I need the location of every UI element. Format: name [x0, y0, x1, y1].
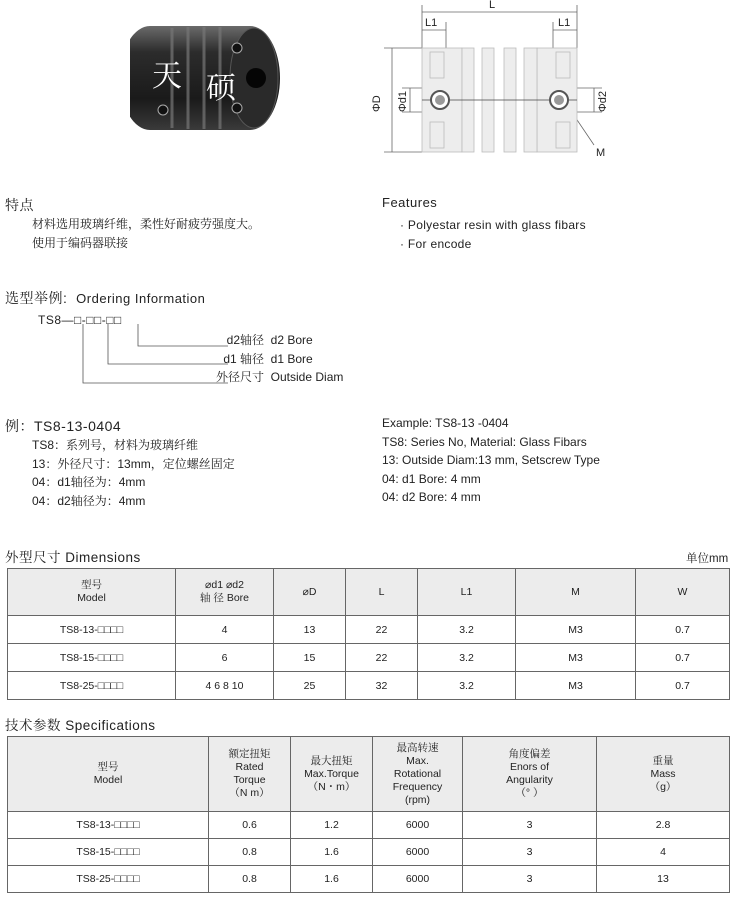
- dim-phid1: Φd1: [397, 90, 409, 112]
- header-line: Max.: [406, 754, 429, 767]
- brand-char-1: 天: [152, 59, 182, 94]
- header-line: Model: [93, 774, 123, 786]
- header-line: Angularity: [506, 774, 553, 786]
- table-row: [8, 839, 730, 866]
- example-en-line: 13: Outside Diam:13 mm, Setscrew Type: [382, 453, 600, 467]
- ordering-item: [214, 350, 343, 369]
- dim-phid2: Φd2: [597, 90, 609, 112]
- ordering-items: [214, 331, 343, 387]
- col-header-bore: [176, 569, 274, 616]
- table-cell: 0.6: [209, 812, 291, 839]
- col-header-L1: L1: [418, 569, 516, 616]
- example-en-list: [382, 414, 600, 507]
- col-header-angularity: [463, 737, 597, 812]
- table-cell: 1.2: [291, 812, 373, 839]
- header-line: 最高转速: [396, 741, 439, 754]
- col-header-D: ⌀D: [274, 569, 346, 616]
- table-cell: 6000: [373, 839, 463, 866]
- table-cell: M3: [516, 644, 636, 672]
- header-line: （N m）: [229, 787, 270, 799]
- table-cell: 1.6: [291, 866, 373, 893]
- table-cell: TS8-13-□□□□: [8, 812, 209, 839]
- dim-phiD: ΦD: [371, 95, 383, 112]
- col-header-max-torque: [291, 737, 373, 812]
- table-cell: 6000: [373, 812, 463, 839]
- example-en-line: Example: TS8-13 -0404: [382, 416, 509, 430]
- col-header-rated-torque: [209, 737, 291, 812]
- table-cell: 0.7: [636, 616, 730, 644]
- table-cell: TS8-25-□□□□: [8, 672, 176, 700]
- table-cell: 6: [176, 644, 274, 672]
- example-cn-list: [32, 436, 235, 510]
- dimensions-unit: 单位mm: [686, 553, 729, 565]
- ordering-title: [5, 288, 205, 308]
- example-cn-line: 13：外径尺寸：13mm，定位螺丝固定: [32, 456, 235, 471]
- ordering-title-en: Ordering Information: [76, 291, 206, 306]
- example-en-line: 04: d1 Bore: 4 mm: [382, 471, 481, 486]
- header-line: （N・m）: [307, 780, 356, 793]
- header-line: 角度偏差: [508, 748, 551, 760]
- dimensions-table: [7, 568, 730, 700]
- table-row: [8, 866, 730, 893]
- table-cell: 4: [597, 839, 730, 866]
- header-line: 型号: [97, 761, 119, 773]
- table-cell: TS8-25-□□□□: [8, 866, 209, 893]
- table-cell: 3: [463, 839, 597, 866]
- dim-L1-right: L1: [558, 17, 571, 29]
- features-cn-title: 特点: [5, 197, 34, 213]
- features-cn-line: 使用于编码器联接: [32, 235, 129, 250]
- ordering-item-text: d2轴径: [226, 333, 264, 347]
- dim-M: M: [596, 147, 606, 159]
- header-line: （° ）: [515, 787, 544, 799]
- features-cn-line: 材料选用玻璃纤维，柔性好耐疲劳强度大。: [32, 217, 261, 231]
- header-line: Rotational: [393, 767, 442, 780]
- header-line: Frequency: [392, 780, 443, 793]
- table-cell: 22: [346, 616, 418, 644]
- dimensions-title: 外型尺寸 Dimensions: [5, 550, 141, 565]
- table-row: [8, 812, 730, 839]
- header-line: Max.Torque: [304, 767, 359, 780]
- brand-char-2: 硕: [206, 71, 236, 106]
- table-cell: 0.7: [636, 672, 730, 700]
- header-line: 最大扭矩: [310, 754, 353, 767]
- product-photo: [130, 18, 292, 138]
- ordering-item-text: 外径尺寸: [215, 370, 264, 384]
- table-cell: 2.8: [597, 812, 730, 839]
- specifications-table: [7, 736, 730, 893]
- table-cell: 0.8: [209, 866, 291, 893]
- table-cell: TS8-13-□□□□: [8, 616, 176, 644]
- table-cell: 3: [463, 812, 597, 839]
- col-header-L: L: [346, 569, 418, 616]
- header-line: Enors of: [509, 761, 550, 773]
- header-line: Mass: [650, 767, 676, 780]
- table-cell: 0.7: [636, 644, 730, 672]
- col-header-max-speed: [373, 737, 463, 812]
- table-cell: 1.6: [291, 839, 373, 866]
- table-cell: 13: [597, 866, 730, 893]
- table-cell: TS8-15-□□□□: [8, 644, 176, 672]
- table-cell: 32: [346, 672, 418, 700]
- header-line: 重量: [652, 754, 674, 767]
- header-line: Rated: [235, 761, 264, 773]
- table-cell: TS8-15-□□□□: [8, 839, 209, 866]
- table-cell: 3.2: [418, 616, 516, 644]
- header-line: Model: [77, 592, 106, 604]
- features-en-title: Features: [382, 195, 438, 210]
- coupling-drawing: [362, 0, 612, 165]
- ordering-code: TS8—□-□□-□□: [38, 313, 122, 327]
- col-header-W: W: [636, 569, 730, 616]
- table-cell: 4 6 8 10: [176, 672, 274, 700]
- features-en-line: · For encode: [400, 236, 472, 251]
- table-cell: 25: [274, 672, 346, 700]
- example-cn-line: 04：d1轴径为：4mm: [32, 475, 146, 489]
- ordering-item: [214, 368, 343, 387]
- col-header-model: [8, 737, 209, 812]
- table-cell: 3.2: [418, 644, 516, 672]
- col-header-model: [8, 569, 176, 616]
- table-header-row: [8, 737, 730, 812]
- table-cell: 3.2: [418, 672, 516, 700]
- dim-L: L: [489, 0, 496, 11]
- table-row: [8, 616, 730, 644]
- example-cn-line: 04：d2轴径为：4mm: [32, 493, 146, 508]
- ordering-item-text: d1 Bore: [270, 351, 313, 366]
- table-row: [8, 644, 730, 672]
- header-line: 型号: [81, 579, 102, 591]
- ordering-item-text: d2 Bore: [270, 333, 313, 347]
- table-cell: 15: [274, 644, 346, 672]
- table-row: [8, 672, 730, 700]
- header-line: 轴 径 Bore: [199, 592, 249, 604]
- dim-L1-left: L1: [425, 17, 438, 29]
- example-en-line: 04: d2 Bore: 4 mm: [382, 490, 481, 504]
- ordering-item-text: Outside Diam: [270, 370, 344, 384]
- features-cn-list: [32, 215, 260, 252]
- table-cell: 3: [463, 866, 597, 893]
- features-en-list: [400, 216, 586, 253]
- features-en-line: · Polyestar resin with glass fibars: [400, 218, 586, 232]
- ordering-title-cn: 选型举例:: [5, 290, 68, 306]
- specifications-title: 技术参数 Specifications: [5, 718, 156, 733]
- table-header-row: [8, 569, 730, 616]
- ordering-item-text: d1 轴径: [223, 351, 264, 366]
- table-cell: 0.8: [209, 839, 291, 866]
- example-en-line: TS8: Series No, Material: Glass Fibars: [382, 434, 587, 449]
- header-line: 额定扭矩: [228, 748, 271, 760]
- table-cell: M3: [516, 616, 636, 644]
- header-line: ⌀d1 ⌀d2: [205, 579, 244, 591]
- table-cell: M3: [516, 672, 636, 700]
- col-header-M: M: [516, 569, 636, 616]
- ordering-item: [214, 331, 343, 350]
- example-cn-line: TS8：系列号，材料为玻璃纤维: [32, 438, 199, 452]
- table-cell: 4: [176, 616, 274, 644]
- header-line: （g）: [649, 780, 677, 793]
- example-cn-title: 例：TS8-13-0404: [5, 418, 122, 434]
- table-cell: 6000: [373, 866, 463, 893]
- header-line: (rpm): [404, 793, 431, 806]
- header-line: Torque: [233, 774, 266, 786]
- table-cell: 22: [346, 644, 418, 672]
- col-header-mass: [597, 737, 730, 812]
- table-cell: 13: [274, 616, 346, 644]
